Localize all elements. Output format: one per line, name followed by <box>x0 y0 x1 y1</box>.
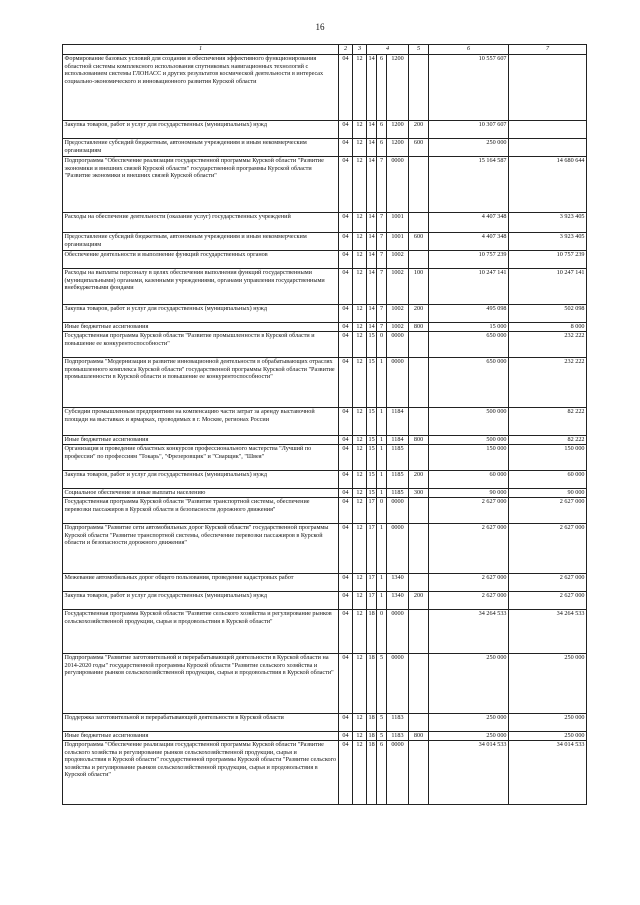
row-direction-cell: 0000 <box>387 332 409 358</box>
row-direction-cell: 1183 <box>387 714 409 732</box>
row-direction-cell: 0000 <box>387 524 409 574</box>
table-row <box>63 408 587 436</box>
row-section-cell: 04 <box>339 498 353 524</box>
row-amount-year1-cell: 4 407 348 <box>429 213 509 233</box>
row-expense-type-cell <box>409 55 429 121</box>
header-col-1: 1 <box>63 45 339 55</box>
row-direction-cell: 1340 <box>387 574 409 592</box>
row-program-cell: 14 <box>367 157 377 213</box>
row-amount-year1-cell: 250 000 <box>429 714 509 732</box>
row-section-cell: 04 <box>339 323 353 332</box>
row-amount-year1-cell: 150 000 <box>429 445 509 471</box>
row-name-cell: Предоставление субсидий бюджетным, автономным учреждениям и иным некоммерческим организациям <box>63 139 339 157</box>
row-expense-type-cell: 200 <box>409 592 429 610</box>
row-direction-cell: 0000 <box>387 654 409 714</box>
row-section-cell: 04 <box>339 489 353 498</box>
row-name-cell: Организация и проведение областных конкурсов профессионального мастерства "Лучший по профессии" по профессиям "Токарь", "Фрезеровщик" и "Сварщик", "Швея" <box>63 445 339 471</box>
row-program-cell: 15 <box>367 408 377 436</box>
row-subsection-cell: 12 <box>353 445 367 471</box>
row-amount-year1-cell: 500 000 <box>429 436 509 445</box>
row-amount-year2-cell: 82 222 <box>509 408 587 436</box>
row-amount-year2-cell <box>509 121 587 139</box>
row-amount-year1-cell: 90 000 <box>429 489 509 498</box>
row-subprogram-cell: 1 <box>377 592 387 610</box>
row-amount-year2-cell: 60 000 <box>509 471 587 489</box>
row-name-cell: Предоставление субсидий бюджетным, автономным учреждениям и иным некоммерческим организациям <box>63 233 339 251</box>
row-section-cell: 04 <box>339 332 353 358</box>
row-amount-year1-cell: 650 000 <box>429 332 509 358</box>
row-amount-year2-cell: 3 923 405 <box>509 213 587 233</box>
table-row <box>63 610 587 654</box>
table-row <box>63 251 587 269</box>
row-expense-type-cell <box>409 332 429 358</box>
row-subprogram-cell: 5 <box>377 714 387 732</box>
row-subsection-cell: 12 <box>353 436 367 445</box>
row-program-cell: 15 <box>368 436 375 443</box>
row-section-cell: 04 <box>339 471 353 489</box>
table-row <box>63 489 587 498</box>
table-row <box>63 332 587 358</box>
row-amount-year2-cell <box>509 139 587 157</box>
row-section-cell: 04 <box>339 55 353 121</box>
row-direction-cell: 1185 <box>387 445 409 471</box>
row-name-cell: Закупка товаров, работ и услуг для государственных (муниципальных) нужд <box>63 121 339 139</box>
row-amount-year1-cell: 10 307 607 <box>429 121 509 139</box>
table-row <box>63 213 587 233</box>
row-subsection-cell: 12 <box>353 574 367 592</box>
row-section-cell: 04 <box>339 233 353 251</box>
row-name-cell: Иные бюджетные ассигнования <box>63 732 339 741</box>
row-amount-year2-cell: 150 000 <box>509 445 587 471</box>
table-row <box>63 574 587 592</box>
row-expense-type-cell <box>409 610 429 654</box>
row-name-cell: Закупка товаров, работ и услуг для государственных (муниципальных) нужд <box>63 305 339 323</box>
row-amount-year2-cell: 8 000 <box>509 323 587 332</box>
table-row <box>63 358 587 408</box>
row-subsection-cell: 12 <box>353 305 367 323</box>
row-subsection-cell: 12 <box>353 213 367 233</box>
row-amount-year1-cell: 60 000 <box>429 471 509 489</box>
row-subsection-cell: 12 <box>353 471 367 489</box>
row-program-cell: 14 <box>367 269 377 305</box>
row-subsection-cell: 12 <box>353 139 367 157</box>
row-direction-cell: 1200 <box>387 139 409 157</box>
header-col-2: 2 <box>339 45 353 55</box>
table-row <box>63 323 587 332</box>
row-program-cell: 14 <box>368 323 375 330</box>
row-program-cell: 18 <box>367 741 377 805</box>
row-section-cell: 04 <box>339 139 353 157</box>
row-direction-cell: 1185 <box>387 489 409 498</box>
row-amount-year1-cell: 2 627 000 <box>429 498 509 524</box>
row-name-cell: Подпрограмма "Модернизация и развитие инновационной деятельности в обрабатывающих отраслях промышленного комплекса Курской области" государственной программы Курской области "Развитие промышленности в Курской области и повышение ее конкурентоспособности" <box>63 358 339 408</box>
row-name-cell: Субсидии промышленным предприятиям на компенсацию части затрат за аренду выставочной площади на выставках и ярмарках, проводимых в г. Москве, регионах России <box>63 408 339 436</box>
row-subsection-cell: 12 <box>353 498 367 524</box>
row-direction-cell: 1184 <box>387 408 409 436</box>
row-subsection-cell: 12 <box>353 251 367 269</box>
row-subprogram-cell: 7 <box>377 251 387 269</box>
row-name-cell: Государственная программа Курской области "Развитие транспортной системы, обеспечение перевозки пассажиров в Курской области и безопасности дорожного движения" <box>63 498 339 524</box>
budget-table <box>62 44 587 805</box>
row-amount-year1-cell: 495 098 <box>429 305 509 323</box>
row-expense-type-cell <box>409 157 429 213</box>
row-expense-type-cell <box>409 251 429 269</box>
table-row <box>63 498 587 524</box>
table-row <box>63 592 587 610</box>
row-name-cell: Государственная программа Курской области "Развитие сельского хозяйства и регулирование рынков сельскохозяйственной продукции, сырья и продовольствия в Курской области" <box>63 610 339 654</box>
row-name-cell: Подпрограмма "Обеспечение реализации государственной программы Курской области "Развитие сельского хозяйства и регулирование рынков сельскохозяйственной продукции, сырья и продовольствия в Курской области" государственной программы Курской области "Развитие сельского хозяйства и регулирование рынков сельскохозяйственной продукции, сырья и продовольствия в Курской области" <box>63 741 339 805</box>
row-subsection-cell: 12 <box>353 358 367 408</box>
page-number: 16 <box>315 22 325 32</box>
row-amount-year1-cell: 15 164 587 <box>429 157 509 213</box>
row-program-cell: 15 <box>367 332 377 358</box>
row-program-cell: 14 <box>367 55 377 121</box>
row-subprogram-cell: 1 <box>377 489 387 498</box>
row-subprogram-cell: 6 <box>377 55 387 121</box>
row-amount-year1-cell: 15 000 <box>429 323 509 332</box>
row-amount-year2-cell: 10 247 141 <box>509 269 587 305</box>
row-name-cell: Иные бюджетные ассигнования <box>63 436 339 445</box>
table-row <box>63 524 587 574</box>
row-expense-type-cell: 800 <box>409 436 429 445</box>
table-row <box>63 269 587 305</box>
row-expense-type-cell: 800 <box>409 323 429 332</box>
row-direction-cell: 0000 <box>387 157 409 213</box>
row-direction-cell: 1001 <box>387 213 409 233</box>
row-section-cell: 04 <box>339 213 353 233</box>
row-amount-year1-cell: 250 000 <box>429 732 509 741</box>
row-program-cell: 18 <box>368 732 375 739</box>
row-amount-year2-cell: 502 098 <box>509 305 587 323</box>
row-amount-year2-cell: 34 014 533 <box>509 741 587 805</box>
row-subprogram-cell: 5 <box>377 654 387 714</box>
row-amount-year1-cell: 250 000 <box>429 654 509 714</box>
table-row <box>63 741 587 805</box>
row-amount-year1-cell: 2 627 000 <box>429 592 509 610</box>
row-subsection-cell: 12 <box>353 610 367 654</box>
row-program-cell: 14 <box>367 213 377 233</box>
table-row <box>63 471 587 489</box>
row-program-cell: 17 <box>367 498 377 524</box>
row-direction-cell: 1002 <box>387 269 409 305</box>
row-section-cell: 04 <box>339 305 353 323</box>
row-program-cell: 18 <box>367 610 377 654</box>
row-section-cell: 04 <box>339 121 353 139</box>
row-amount-year2-cell: 250 000 <box>509 714 587 732</box>
row-amount-year1-cell: 34 014 533 <box>429 741 509 805</box>
header-col-5: 5 <box>409 45 429 55</box>
row-expense-type-cell <box>409 358 429 408</box>
row-program-cell: 14 <box>367 305 377 323</box>
row-expense-type-cell <box>409 408 429 436</box>
row-program-cell: 17 <box>367 592 377 610</box>
row-program-cell: 15 <box>368 489 375 496</box>
row-subsection-cell: 12 <box>353 489 367 498</box>
table-body <box>63 55 587 805</box>
row-program-cell: 14 <box>367 139 377 157</box>
row-program-cell: 15 <box>367 358 377 408</box>
row-section-cell: 04 <box>339 408 353 436</box>
row-subsection-cell: 12 <box>353 732 367 741</box>
row-amount-year2-cell: 2 627 000 <box>509 524 587 574</box>
row-name-cell: Расходы на обеспечение деятельности (оказание услуг) государственных учреждений <box>63 213 339 233</box>
row-expense-type-cell <box>409 654 429 714</box>
row-subprogram-cell: 6 <box>377 741 387 805</box>
row-amount-year2-cell <box>509 55 587 121</box>
row-section-cell: 04 <box>339 269 353 305</box>
row-expense-type-cell: 200 <box>409 471 429 489</box>
row-direction-cell: 0000 <box>387 741 409 805</box>
row-name-cell: Подпрограмма "Развитие заготовительной и перерабатывающей деятельности в Курской области на 2014-2020 годы" государственной программы Курской области "Развитие сельского хозяйства и регулирование рынков сельскохозяйственной продукции, сырья и продовольствия в Курской области" <box>63 654 339 714</box>
row-subsection-cell: 12 <box>353 714 367 732</box>
row-subprogram-cell: 5 <box>377 732 387 741</box>
row-subsection-cell: 12 <box>353 524 367 574</box>
row-amount-year1-cell: 500 000 <box>429 408 509 436</box>
row-direction-cell: 1002 <box>387 305 409 323</box>
row-amount-year1-cell: 34 264 533 <box>429 610 509 654</box>
table-row <box>63 157 587 213</box>
row-program-cell: 14 <box>367 251 377 269</box>
row-direction-cell: 1200 <box>387 55 409 121</box>
row-name-cell: Расходы на выплаты персоналу в целях обеспечения выполнения функций государственными (муниципальными) органами, казенными учреждениями, органами управления государственными внебюджетными фондами <box>63 269 339 305</box>
row-direction-cell: 1001 <box>387 233 409 251</box>
header-col-6: 6 <box>429 45 509 55</box>
row-subsection-cell: 12 <box>353 592 367 610</box>
row-subprogram-cell: 1 <box>377 408 387 436</box>
row-subprogram-cell: 7 <box>377 305 387 323</box>
header-col-3: 3 <box>353 45 367 55</box>
row-direction-cell: 1200 <box>387 121 409 139</box>
row-direction-cell: 1185 <box>387 471 409 489</box>
row-section-cell: 04 <box>339 714 353 732</box>
row-direction-cell: 1183 <box>387 732 409 741</box>
row-section-cell: 04 <box>339 732 353 741</box>
header-col-4: 4 <box>367 45 409 55</box>
row-subsection-cell: 12 <box>353 121 367 139</box>
row-program-cell: 15 <box>367 445 377 471</box>
row-direction-cell: 1002 <box>387 323 409 332</box>
row-direction-cell: 1340 <box>387 592 409 610</box>
row-subsection-cell: 12 <box>353 157 367 213</box>
row-subsection-cell: 12 <box>353 233 367 251</box>
row-section-cell: 04 <box>339 574 353 592</box>
row-program-cell: 17 <box>367 574 377 592</box>
row-section-cell: 04 <box>339 654 353 714</box>
row-subsection-cell: 12 <box>353 741 367 805</box>
row-section-cell: 04 <box>339 157 353 213</box>
row-amount-year2-cell: 2 627 000 <box>509 574 587 592</box>
row-subprogram-cell: 1 <box>377 436 387 445</box>
row-subprogram-cell: 6 <box>377 121 387 139</box>
row-expense-type-cell: 200 <box>409 305 429 323</box>
row-expense-type-cell <box>409 213 429 233</box>
row-amount-year2-cell: 232 222 <box>509 358 587 408</box>
row-amount-year1-cell: 2 627 000 <box>429 574 509 592</box>
row-amount-year1-cell: 650 000 <box>429 358 509 408</box>
row-direction-cell: 1002 <box>387 251 409 269</box>
row-subsection-cell: 12 <box>353 55 367 121</box>
row-amount-year2-cell: 34 264 533 <box>509 610 587 654</box>
row-name-cell: Формирование базовых условий для создания и обеспечения эффективного функционирования областной системы комплексного использования спутниковых навигационных технологий с использованием системы ГЛОНАСС и других результатов космической деятельности в интересах социально-экономического и инновационного развития Курской области <box>63 55 339 121</box>
row-amount-year2-cell: 2 627 000 <box>509 592 587 610</box>
table-row <box>63 714 587 732</box>
row-amount-year2-cell: 90 000 <box>509 489 587 498</box>
row-section-cell: 04 <box>339 741 353 805</box>
row-section-cell: 04 <box>339 358 353 408</box>
row-direction-cell: 0000 <box>387 358 409 408</box>
row-subprogram-cell: 1 <box>377 471 387 489</box>
row-subprogram-cell: 1 <box>377 574 387 592</box>
row-amount-year1-cell: 250 000 <box>429 139 509 157</box>
row-subsection-cell: 12 <box>353 654 367 714</box>
row-expense-type-cell: 600 <box>409 139 429 157</box>
row-subprogram-cell: 7 <box>377 213 387 233</box>
table-row <box>63 55 587 121</box>
row-section-cell: 04 <box>339 445 353 471</box>
row-amount-year2-cell: 2 627 000 <box>509 498 587 524</box>
row-subprogram-cell: 1 <box>377 445 387 471</box>
row-amount-year2-cell: 232 222 <box>509 332 587 358</box>
row-subsection-cell: 12 <box>353 269 367 305</box>
row-expense-type-cell: 600 <box>409 233 429 251</box>
row-amount-year2-cell: 250 000 <box>509 732 587 741</box>
row-expense-type-cell: 300 <box>409 489 429 498</box>
table-row <box>63 121 587 139</box>
row-expense-type-cell <box>409 445 429 471</box>
table-row <box>63 445 587 471</box>
row-subsection-cell: 12 <box>353 408 367 436</box>
row-expense-type-cell <box>409 498 429 524</box>
header-col-7: 7 <box>509 45 587 55</box>
row-name-cell: Иные бюджетные ассигнования <box>63 323 339 332</box>
row-name-cell: Поддержка заготовительной и перерабатывающей деятельности в Курской области <box>63 714 339 732</box>
row-amount-year2-cell: 82 222 <box>509 436 587 445</box>
row-subprogram-cell: 7 <box>377 323 387 332</box>
row-expense-type-cell: 100 <box>409 269 429 305</box>
row-amount-year2-cell: 3 923 405 <box>509 233 587 251</box>
table-row <box>63 436 587 445</box>
row-name-cell: Подпрограмма "Обеспечение реализации государственной программы Курской области "Развитие экономики и внешних связей Курской области" государственной программы Курской области "Развитие экономики и внешних связей Курской области" <box>63 157 339 213</box>
table-row <box>63 654 587 714</box>
row-name-cell: Государственная программа Курской области "Развитие промышленности в Курской области и повышение ее конкурентоспособности" <box>63 332 339 358</box>
row-program-cell: 18 <box>367 654 377 714</box>
row-name-cell: Межевание автомобильных дорог общего пользования, проведение кадастровых работ <box>63 574 339 592</box>
row-subprogram-cell: 7 <box>377 233 387 251</box>
row-program-cell: 14 <box>367 233 377 251</box>
table-row <box>63 233 587 251</box>
row-amount-year1-cell: 10 557 607 <box>429 55 509 121</box>
row-expense-type-cell: 200 <box>409 121 429 139</box>
row-name-cell: Подпрограмма "Развитие сети автомобильных дорог Курской области" государственной программы Курской области "Развитие транспортной системы, обеспечение перевозки пассажиров в Курской области и безопасности дорожного движения" <box>63 524 339 574</box>
row-direction-cell: 0000 <box>387 610 409 654</box>
row-program-cell: 18 <box>367 714 377 732</box>
row-amount-year1-cell: 10 757 239 <box>429 251 509 269</box>
row-expense-type-cell <box>409 714 429 732</box>
row-amount-year2-cell: 14 680 644 <box>509 157 587 213</box>
row-subprogram-cell: 0 <box>377 332 387 358</box>
row-expense-type-cell: 800 <box>409 732 429 741</box>
row-expense-type-cell <box>409 524 429 574</box>
row-program-cell: 14 <box>367 121 377 139</box>
row-direction-cell: 0000 <box>387 498 409 524</box>
row-subsection-cell: 12 <box>353 323 367 332</box>
table-row <box>63 305 587 323</box>
row-direction-cell: 1184 <box>387 436 409 445</box>
row-expense-type-cell <box>409 574 429 592</box>
row-amount-year1-cell: 10 247 141 <box>429 269 509 305</box>
row-section-cell: 04 <box>339 436 353 445</box>
row-section-cell: 04 <box>339 524 353 574</box>
row-subprogram-cell: 1 <box>377 524 387 574</box>
row-section-cell: 04 <box>339 610 353 654</box>
table-row <box>63 139 587 157</box>
row-amount-year1-cell: 2 627 000 <box>429 524 509 574</box>
row-program-cell: 15 <box>367 471 377 489</box>
row-name-cell: Закупка товаров, работ и услуг для государственных (муниципальных) нужд <box>63 592 339 610</box>
row-amount-year1-cell: 4 407 348 <box>429 233 509 251</box>
row-amount-year2-cell: 250 000 <box>509 654 587 714</box>
row-program-cell: 17 <box>367 524 377 574</box>
row-name-cell: Социальное обеспечение и иные выплаты населению <box>63 489 339 498</box>
row-subprogram-cell: 0 <box>377 610 387 654</box>
row-subprogram-cell: 7 <box>377 157 387 213</box>
table-header-row <box>63 45 587 55</box>
row-subsection-cell: 12 <box>353 332 367 358</box>
row-section-cell: 04 <box>339 592 353 610</box>
row-section-cell: 04 <box>339 251 353 269</box>
row-subprogram-cell: 7 <box>377 269 387 305</box>
row-subprogram-cell: 1 <box>377 358 387 408</box>
row-subprogram-cell: 0 <box>377 498 387 524</box>
row-subprogram-cell: 6 <box>377 139 387 157</box>
table-row <box>63 732 587 741</box>
row-amount-year2-cell: 10 757 239 <box>509 251 587 269</box>
row-expense-type-cell <box>409 741 429 805</box>
row-name-cell: Обеспечение деятельности и выполнение функций государственных органов <box>63 251 339 269</box>
row-name-cell: Закупка товаров, работ и услуг для государственных (муниципальных) нужд <box>63 471 339 489</box>
